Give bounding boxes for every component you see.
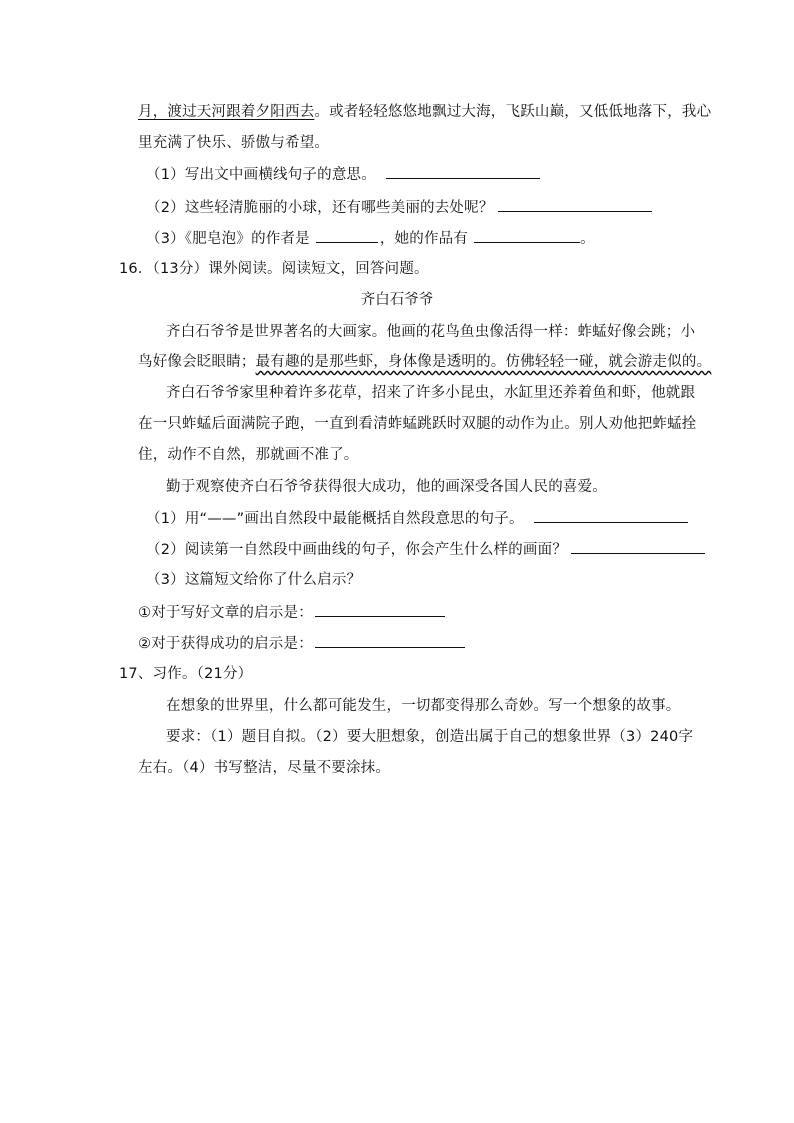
q16-sub3-i-answer-blank[interactable]: [315, 602, 445, 617]
q16-sub3: （3）这篇短文给你了什么启示？: [146, 572, 362, 588]
q15-sub3-text-c: 。: [580, 231, 595, 247]
q16-p1-line2: [138, 352, 711, 372]
passage-line-1-rest: 。或者轻轻悠悠地飘过大海，飞跃山巅，又低低地落下，我心: [314, 104, 712, 120]
q16-p1-line1: 齐白石爷爷是世界著名的大画家。他画的花鸟鱼虫像活得一样：蚱蜢好像会跳；小: [166, 324, 696, 340]
q15-sub1: [146, 164, 540, 185]
q16-sub3-ii: [138, 633, 465, 654]
q15-sub3-author-blank[interactable]: [316, 228, 378, 243]
wavy-underlined-sentence: 最有趣的是那些虾，身体像是透明的。仿佛轻轻一碰，就会游走似的。: [255, 354, 712, 370]
q16-p2-line2: 在一只蚱蜢后面满院子跑，一直到看清蚱蜢跳跃时双腿的动作为止。别人劝他把蚱蜢拴: [138, 416, 697, 432]
q15-sub2-answer-blank[interactable]: [498, 197, 652, 212]
q17-heading: 17、习作。（21分）: [119, 666, 253, 682]
q15-sub3-works-blank[interactable]: [474, 228, 580, 243]
q15-sub1-answer-blank[interactable]: [386, 164, 540, 179]
q16-passage-title: 齐白石爷爷: [360, 292, 434, 308]
q16-sub3-i-text: ①对于写好文章的启示是：: [138, 605, 313, 621]
q17-requirements-line1: 要求：（1）题目自拟。（2）要大胆想象，创造出属于自己的想象世界（3）240字: [166, 729, 694, 745]
passage-line-2: 里充满了快乐、骄傲与希望。: [138, 135, 330, 151]
q17-requirements-line2: 左右。（4）书写整洁，尽量不要涂抹。: [138, 760, 391, 776]
q15-sub3-text-b: ，她的作品有: [379, 231, 469, 247]
q16-sub3-ii-answer-blank[interactable]: [315, 633, 465, 648]
q16-sub2: [146, 539, 705, 560]
q16-p2-line3: 住，动作不自然，那就画不准了。: [138, 447, 359, 463]
q16-sub2-text: （2）阅读第一自然段中画曲线的句子，你会产生什么样的画面？: [146, 542, 568, 558]
q16-sub3-ii-text: ②对于获得成功的启示是：: [138, 636, 313, 652]
passage-line-1: [138, 102, 711, 122]
q15-sub3: [146, 228, 595, 249]
q16-heading: 16．（13分）课外阅读。阅读短文，回答问题。: [119, 261, 429, 277]
q16-sub3-i: [138, 602, 445, 623]
q15-sub2-text: （2）这些轻清脆丽的小球，还有哪些美丽的去处呢？: [146, 200, 494, 216]
q16-sub1: [146, 508, 688, 529]
q16-p3: 勤于观察使齐白石爷爷获得很大成功，他的画深受各国人民的喜爱。: [166, 479, 607, 495]
q15-sub2: [146, 197, 652, 218]
q15-sub3-text-a: （3）《肥皂泡》的作者是: [146, 231, 310, 247]
q16-sub1-text: （1）用“——”画出自然段中最能概括自然段意思的句子。: [146, 511, 524, 527]
q16-p2-line1: 齐白石爷爷家里种着许多花草，招来了许多小昆虫，水缸里还养着鱼和虾，他就跟: [166, 385, 696, 401]
q16-sub1-answer-blank[interactable]: [534, 508, 688, 523]
q16-sub2-answer-blank[interactable]: [571, 539, 705, 554]
q17-prompt: 在想象的世界里，什么都可能发生，一切都变得那么奇妙。写一个想象的故事。: [166, 698, 681, 714]
q16-p1-line2-plain: 鸟好像会眨眼睛；: [138, 354, 256, 370]
q15-sub1-text: （1）写出文中画横线句子的意思。: [146, 167, 376, 183]
underlined-sentence: 月，渡过天河跟着夕阳西去: [138, 104, 315, 120]
